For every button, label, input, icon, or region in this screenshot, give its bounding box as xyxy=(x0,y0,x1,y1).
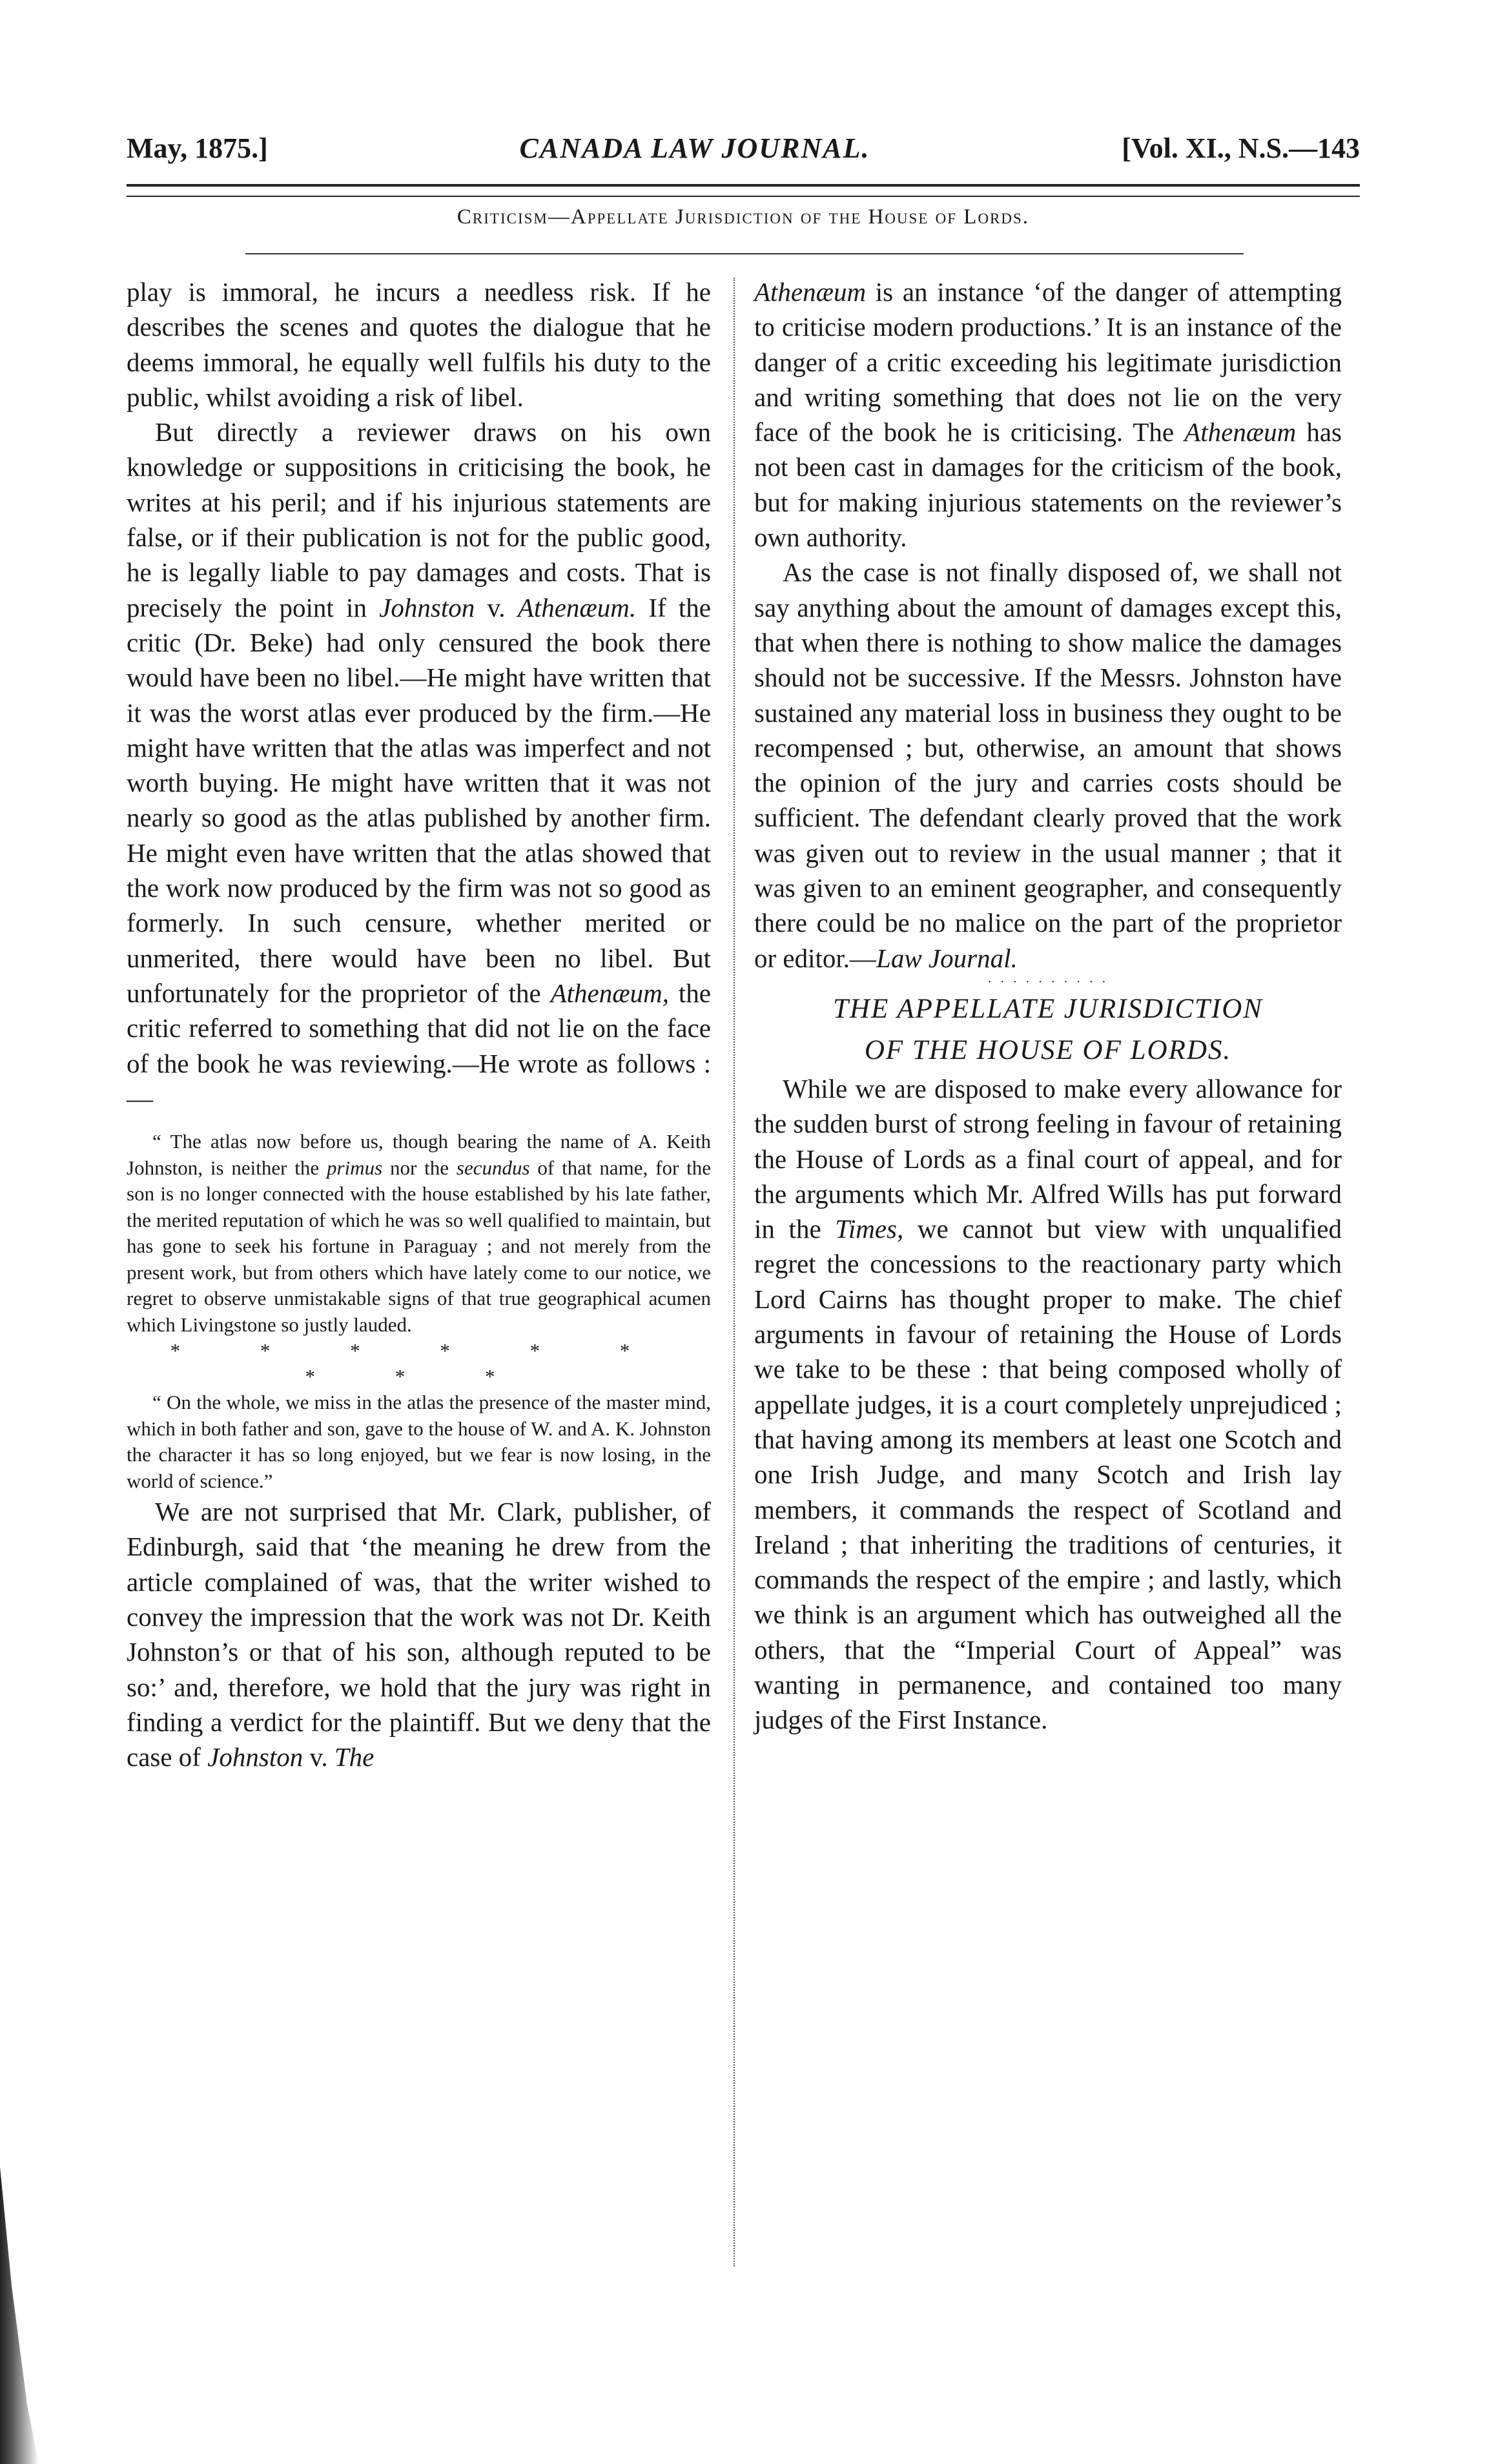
left-paragraph-1: play is immoral, he incurs a needless risk. If he describes the scenes and quotes the dialogue that he deems immoral, he equally well fulfils his duty to the public, whilst avoiding a risk of libel. xyxy=(127,277,711,412)
page-edge-shadow xyxy=(0,2167,39,2464)
left-column xyxy=(127,274,711,1775)
section-rule xyxy=(245,253,1244,254)
article-title-line-1: THE APPELLATE JURISDICTION xyxy=(833,993,1263,1024)
volume-page: [Vol. XI., N.S.—143 xyxy=(1122,132,1360,164)
case-name: Athenæum xyxy=(1184,417,1297,447)
source-citation: Law Journal. xyxy=(876,943,1018,973)
case-name: The xyxy=(334,1742,375,1772)
quote-paragraph-1: “ The atlas now before us, though bearing the name of A. Keith Johnston, is neither the primus nor the secundus of that name, for the son is no longer connected with the house established by his late father, the merited reputation of which he was so well qualified to maintain, but has gone to seek his fortune in Paraguay ; and not merely from the present work, but from others which have lately come to our notice, we regret to observe unmistakable signs of that true geographical acumen which Livingstone so justly lauded. xyxy=(127,1130,711,1336)
case-name: Athenæum, xyxy=(550,978,669,1008)
quote-paragraph-2: “ On the whole, we miss in the atlas the presence of the master mind, which in both father and son, gave to the house of W. and A. K. Johnston the character it has so long enjoyed, but we fear is now losing, in the world of science.” xyxy=(127,1391,711,1492)
case-name: Johnston xyxy=(379,592,475,622)
right-paragraph-2: As the case is not finally disposed of, we shall not say anything about the amount of damages except this, that when there is nothing to show malice the damages should not be successive. If the Messrs. Johnston have sustained any material loss in business they ought to be recompensed ; but, otherwise, an amount that shows the opinion of the jury and carries costs should be sufficient. The defendant clearly proved that the work was given out to review in the usual manner ; that it was given to an eminent geographer, and consequently there could be no malice on the part of the proprietor or editor.—Law Journal. xyxy=(754,557,1342,973)
left-paragraph-2: But directly a reviewer draws on his own knowledge or suppositions in criticising the book, he writes at his peril; and if his injurious statements are false, or if their publication is not for the public good, he is legally liable to pay damages and costs. That is precisely the point in Johnston v. Athenæum. If the critic (Dr. Beke) had only censured the book there would have been no libel.—He might have written that it was the worst atlas ever produced by the firm.—He might have written that the atlas was imperfect and not worth buying. He might have written that it was not nearly so good as the atlas published by another firm. He might even have written that the atlas showed that the work now produced by the firm was not so good as formerly. In such censure, whether merited or unmerited, there would have been no libel. But unfortunately for the proprietor of the Athenæum, the critic referred to something that did not lie on the face of the book he was reviewing.—He wrote as follows :— xyxy=(127,417,712,1113)
right-paragraph-1: Athenæum is an instance ‘of the danger of attempting to criticise modern productions.’ It is an instance of the danger of a critic exceeding his legitimate jurisdiction and writing something that does not lie on the very face of the book he is criticising. The Athenæum has not been cast in damages for the criticism of the book, but for making injurious statements on the reviewer’s own authority. xyxy=(754,277,1342,553)
issue-date: May, 1875.] xyxy=(127,132,268,164)
case-name: Johnston xyxy=(207,1742,303,1772)
newspaper-name: Times, xyxy=(835,1214,904,1244)
left-paragraph-3: We are not surprised that Mr. Clark, publisher, of Edinburgh, said that ‘the meaning he drew from the article complained of was, that the writer wished to convey the impression that the work was not Dr. Keith Johnston’s or that of his son, although reputed to be so:’ and, therefore, we hold that the jury was right in finding a verdict for the plaintiff. But we deny that the case of Johnston v. The xyxy=(127,1497,711,1772)
article-separator: · · · · · · · · · · xyxy=(987,974,1109,989)
case-name: Athenæum xyxy=(754,277,867,307)
running-head xyxy=(127,132,1360,177)
right-column xyxy=(754,274,1342,1738)
block-quote xyxy=(127,1129,711,1494)
section-heading: Criticism—Appellate Jurisdiction of the House of Lords. xyxy=(457,205,1030,229)
right-paragraph-3: While we are disposed to make every allowance for the sudden burst of strong feeling in favour of retaining the House of Lords as a final court of appeal, and for the arguments which Mr. Alfred Wills has put forward in the Times, we cannot but view with unqualified regret the concessions to the reactionary party which Lord Cairns has thought proper to make. The chief arguments in favour of retaining the House of Lords we take to be these : that being composed wholly of appellate judges, it is a court completely unprejudiced ; that having among its members at least one Scotch and one Irish Judge, and many Scotch and Irish lay members, it commands the respect of Scotland and Ireland ; that inheriting the traditions of centuries, it commands the respect of the empire ; and lastly, which we think is an argument which has outweighed all the others, that the “Imperial Court of Appeal” was wanting in permanence, and contained too many judges of the First Instance. xyxy=(754,1073,1342,1735)
column-divider xyxy=(734,278,735,2266)
article-title-line-2: OF THE HOUSE OF LORDS. xyxy=(864,1034,1232,1065)
case-name: Athenæum. xyxy=(517,592,637,622)
journal-title: CANADA LAW JOURNAL. xyxy=(519,132,870,164)
ellipsis-stars: * * * * * * * * * xyxy=(170,1339,668,1388)
header-double-rule xyxy=(127,184,1360,197)
